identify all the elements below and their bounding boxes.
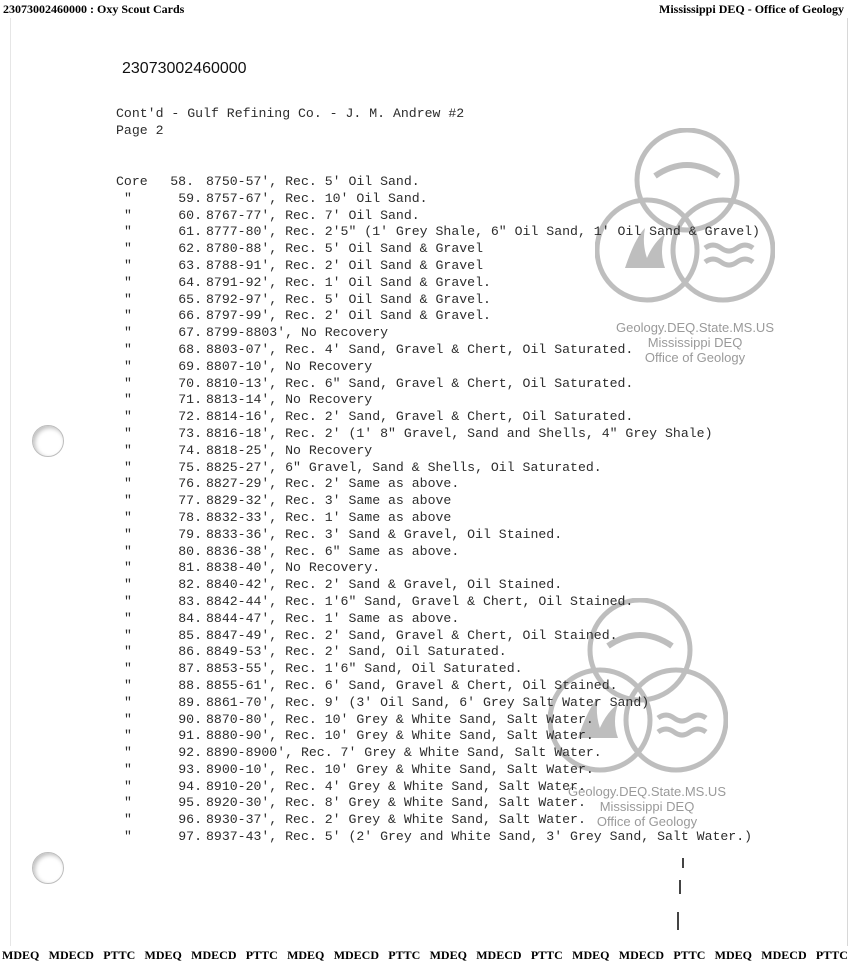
core-row (116, 745, 602, 762)
core-description: 8861-70', Rec. 9' (3' Oil Sand, 6' Grey Salt Water Sand) (206, 694, 650, 710)
core-row (116, 190, 428, 208)
core-number: 87. (178, 661, 202, 677)
core-description: 8920-30', Rec. 8' Grey & White Sand, Salt Water. (206, 795, 586, 811)
core-prefix: " (124, 257, 132, 273)
core-number: 82. (178, 577, 202, 593)
core-row (116, 425, 713, 443)
footer-item: PTTC (103, 948, 136, 962)
core-number: 73. (178, 425, 202, 441)
core-number: 60. (178, 207, 202, 223)
core-number: 70. (178, 375, 202, 391)
core-prefix: " (124, 543, 132, 559)
footer-item: MDEQ (429, 948, 467, 962)
core-number: 67. (178, 325, 202, 341)
core-number: 65. (178, 291, 202, 307)
core-description: 8900-10', Rec. 10' Grey & White Sand, Salt Water. (206, 761, 594, 777)
core-row (116, 341, 634, 359)
core-prefix: " (124, 375, 132, 391)
core-number: 72. (178, 409, 202, 425)
core-prefix: " (124, 241, 132, 257)
core-number: 85. (178, 627, 202, 643)
punch-hole (32, 852, 64, 884)
pen-mark (679, 880, 681, 894)
core-prefix: " (124, 577, 132, 593)
core-prefix: " (124, 644, 132, 660)
core-prefix: " (124, 224, 132, 240)
footer-item: PTTC (530, 948, 563, 962)
core-description: 8777-80', Rec. 2'5" (1' Grey Shale, 6" Oil Sand, 1' Oil Sand & Gravel) (206, 224, 760, 240)
header-title: 23073002460000 : Oxy Scout Cards (3, 2, 185, 16)
core-row (116, 375, 634, 393)
core-row (116, 795, 586, 812)
core-number: 96. (178, 812, 202, 828)
core-description: 8880-90', Rec. 10' Grey & White Sand, Salt Water. (206, 728, 594, 744)
core-row (116, 778, 586, 796)
core-prefix: " (124, 207, 132, 223)
core-number: 78. (178, 509, 202, 525)
footer-item: MDEQ (2, 948, 40, 962)
core-number: 92. (178, 745, 202, 761)
core-description: 8814-16', Rec. 2' Sand, Gravel & Chert, Oil Saturated. (206, 409, 634, 425)
core-number: 58. (170, 174, 194, 189)
core-row (116, 459, 602, 477)
core-description: 8849-53', Rec. 2' Sand, Oil Saturated. (206, 644, 507, 660)
core-row (116, 224, 760, 241)
core-description: 8829-32', Rec. 3' Same as above (206, 493, 452, 509)
core-number: 95. (178, 795, 202, 811)
core-row (116, 610, 460, 628)
core-row (116, 627, 618, 645)
core-description: 8767-77', Rec. 7' Oil Sand. (206, 207, 420, 223)
core-row (116, 560, 381, 577)
core-description: 8797-99', Rec. 2' Oil Sand & Gravel. (206, 308, 491, 324)
core-description: 8799-8803', No Recovery (206, 325, 389, 341)
watermark-office: Office of Geology (644, 350, 746, 365)
core-description: 8825-27', 6" Gravel, Sand & Shells, Oil Saturated. (206, 459, 602, 475)
core-prefix: " (124, 711, 132, 727)
footer-item: PTTC (245, 948, 278, 962)
core-description: 8855-61', Rec. 6' Sand, Gravel & Chert, Oil Stained. (206, 677, 618, 693)
core-row (116, 241, 483, 258)
core-prefix: Core (116, 174, 148, 189)
core-description: 8840-42', Rec. 2' Sand & Gravel, Oil Stained. (206, 577, 563, 593)
core-prefix: " (124, 459, 132, 475)
core-row (116, 291, 491, 309)
watermark-url: Geology.DEQ.State.MS.US (616, 320, 774, 335)
core-prefix: " (124, 745, 132, 761)
core-row (116, 409, 634, 426)
footer-item: MDECD (761, 948, 807, 962)
core-number: 89. (178, 694, 202, 710)
core-description: 8870-80', Rec. 10' Grey & White Sand, Salt Water. (206, 711, 594, 727)
core-description: 8844-47', Rec. 1' Same as above. (206, 610, 460, 626)
core-prefix: " (124, 593, 132, 609)
core-description: 8827-29', Rec. 2' Same as above. (206, 476, 460, 492)
core-row (116, 644, 507, 661)
footer-item: MDECD (476, 948, 522, 962)
core-row (116, 274, 491, 292)
core-number: 68. (178, 341, 202, 357)
core-number: 88. (178, 677, 202, 693)
core-row (116, 509, 452, 527)
core-description: 8788-91', Rec. 2' Oil Sand & Gravel (206, 257, 483, 273)
core-number: 90. (178, 711, 202, 727)
core-number: 75. (178, 459, 202, 475)
core-number: 93. (178, 761, 202, 777)
watermark-agency: Mississippi DEQ (647, 335, 743, 350)
core-prefix: " (124, 509, 132, 525)
footer-item: MDECD (618, 948, 665, 962)
core-description: 8836-38', Rec. 6" Same as above. (206, 543, 460, 559)
core-description: 8792-97', Rec. 5' Oil Sand & Gravel. (206, 291, 491, 307)
core-prefix: " (124, 442, 132, 458)
core-description: 8791-92', Rec. 1' Oil Sand & Gravel. (206, 274, 491, 290)
footer-item: PTTC (815, 948, 848, 962)
core-description: 8807-10', No Recovery (206, 358, 373, 374)
core-prefix: " (124, 677, 132, 693)
core-number: 86. (178, 644, 202, 660)
core-description: 8810-13', Rec. 6" Sand, Gravel & Chert, Oil Saturated. (206, 375, 634, 391)
watermark-url: Geology.DEQ.State.MS.US (568, 784, 726, 799)
core-row (116, 325, 389, 342)
core-description: 8803-07', Rec. 4' Sand, Gravel & Chert, Oil Saturated. (206, 341, 634, 357)
core-row (116, 829, 753, 846)
document-heading: Cont'd - Gulf Refining Co. - J. M. Andrew #2 (116, 106, 465, 121)
core-description: 8780-88', Rec. 5' Oil Sand & Gravel (206, 241, 483, 257)
core-number: 94. (178, 778, 202, 794)
core-row (116, 728, 594, 745)
footer-item: MDEQ (572, 948, 610, 962)
core-number: 63. (178, 257, 202, 273)
core-row (116, 711, 594, 729)
core-number: 97. (178, 829, 202, 845)
pen-mark (682, 858, 684, 868)
page-footer (0, 948, 850, 966)
core-prefix: " (124, 728, 132, 744)
core-number: 64. (178, 274, 202, 290)
core-prefix: " (124, 308, 132, 324)
core-number: 62. (178, 241, 202, 257)
core-row (116, 761, 594, 779)
core-prefix: " (124, 291, 132, 307)
core-row (116, 593, 634, 611)
footer-item: MDEQ (144, 948, 182, 962)
core-row (116, 543, 460, 561)
core-row (116, 392, 373, 409)
core-number: 69. (178, 358, 202, 374)
footer-item: MDEQ (287, 948, 325, 962)
core-prefix: " (124, 476, 132, 492)
core-prefix: " (124, 392, 132, 408)
core-row (116, 577, 563, 594)
core-description: 8833-36', Rec. 3' Sand & Gravel, Oil Stained. (206, 526, 563, 542)
header-source: Mississippi DEQ - Office of Geology (659, 2, 844, 16)
core-number: 84. (178, 610, 202, 626)
core-description: 8890-8900', Rec. 7' Grey & White Sand, Salt Water. (206, 745, 602, 761)
core-prefix: " (124, 610, 132, 626)
core-prefix: " (124, 190, 132, 206)
core-description: 8816-18', Rec. 2' (1' 8" Gravel, Sand and Shells, 4" Grey Shale) (206, 425, 713, 441)
page-number: Page 2 (116, 123, 164, 138)
core-row (116, 442, 373, 460)
core-number: 74. (178, 442, 202, 458)
core-prefix: " (124, 778, 132, 794)
core-row (116, 174, 420, 191)
mdeq-logo-watermark (595, 128, 775, 308)
core-description: 8853-55', Rec. 1'6" Sand, Oil Saturated. (206, 661, 523, 677)
core-prefix: " (124, 341, 132, 357)
core-prefix: " (124, 560, 132, 576)
core-prefix: " (124, 829, 132, 845)
core-prefix: " (124, 325, 132, 341)
core-prefix: " (124, 627, 132, 643)
pen-mark (677, 912, 679, 930)
core-prefix: " (124, 409, 132, 425)
core-row (116, 677, 618, 695)
core-number: 61. (178, 224, 202, 240)
core-row (116, 358, 373, 376)
core-prefix: " (124, 358, 132, 374)
core-description: 8910-20', Rec. 4' Grey & White Sand, Salt Water. (206, 778, 586, 794)
core-description: 8813-14', No Recovery (206, 392, 373, 408)
core-description: 8847-49', Rec. 2' Sand, Gravel & Chert, Oil Stained. (206, 627, 618, 643)
core-prefix: " (124, 425, 132, 441)
footer-item: PTTC (673, 948, 706, 962)
page-header (0, 0, 850, 18)
core-number: 76. (178, 476, 202, 492)
core-row (116, 476, 460, 493)
core-prefix: " (124, 661, 132, 677)
core-description: 8930-37', Rec. 2' Grey & White Sand, Salt Water. (206, 812, 586, 828)
core-description: 8832-33', Rec. 1' Same as above (206, 509, 452, 525)
core-prefix: " (124, 812, 132, 828)
footer-item: PTTC (388, 948, 421, 962)
api-number: 23073002460000 (122, 60, 247, 77)
core-number: 83. (178, 593, 202, 609)
footer-item: MDECD (333, 948, 380, 962)
footer-item: MDECD (191, 948, 237, 962)
core-number: 81. (178, 560, 202, 576)
core-prefix: " (124, 526, 132, 542)
watermark-office: Office of Geology (596, 814, 698, 829)
punch-hole (32, 425, 64, 457)
core-prefix: " (124, 795, 132, 811)
core-row (116, 257, 483, 275)
core-description: 8937-43', Rec. 5' (2' Grey and White Sand, 3' Grey Sand, Salt Water.) (206, 829, 753, 845)
core-description: 8838-40', No Recovery. (206, 560, 381, 576)
core-number: 79. (178, 526, 202, 542)
core-row (116, 308, 491, 325)
core-description: 8757-67', Rec. 10' Oil Sand. (206, 190, 428, 206)
core-description: 8750-57', Rec. 5' Oil Sand. (206, 174, 420, 189)
core-row (116, 812, 586, 829)
core-row (116, 694, 650, 712)
core-number: 71. (178, 392, 202, 408)
core-description: 8842-44', Rec. 1'6" Sand, Gravel & Chert, Oil Stained. (206, 593, 634, 609)
core-number: 66. (178, 308, 202, 324)
core-row (116, 207, 420, 225)
footer-item: MDECD (48, 948, 94, 962)
core-row (116, 526, 563, 544)
core-number: 77. (178, 493, 202, 509)
core-row (116, 493, 452, 510)
core-number: 59. (178, 190, 202, 206)
core-prefix: " (124, 761, 132, 777)
core-prefix: " (124, 493, 132, 509)
core-number: 80. (178, 543, 202, 559)
core-prefix: " (124, 274, 132, 290)
core-prefix: " (124, 694, 132, 710)
footer-item: MDEQ (714, 948, 752, 962)
core-description: 8818-25', No Recovery (206, 442, 373, 458)
watermark-agency: Mississippi DEQ (599, 799, 695, 814)
core-number: 91. (178, 728, 202, 744)
core-row (116, 661, 523, 678)
